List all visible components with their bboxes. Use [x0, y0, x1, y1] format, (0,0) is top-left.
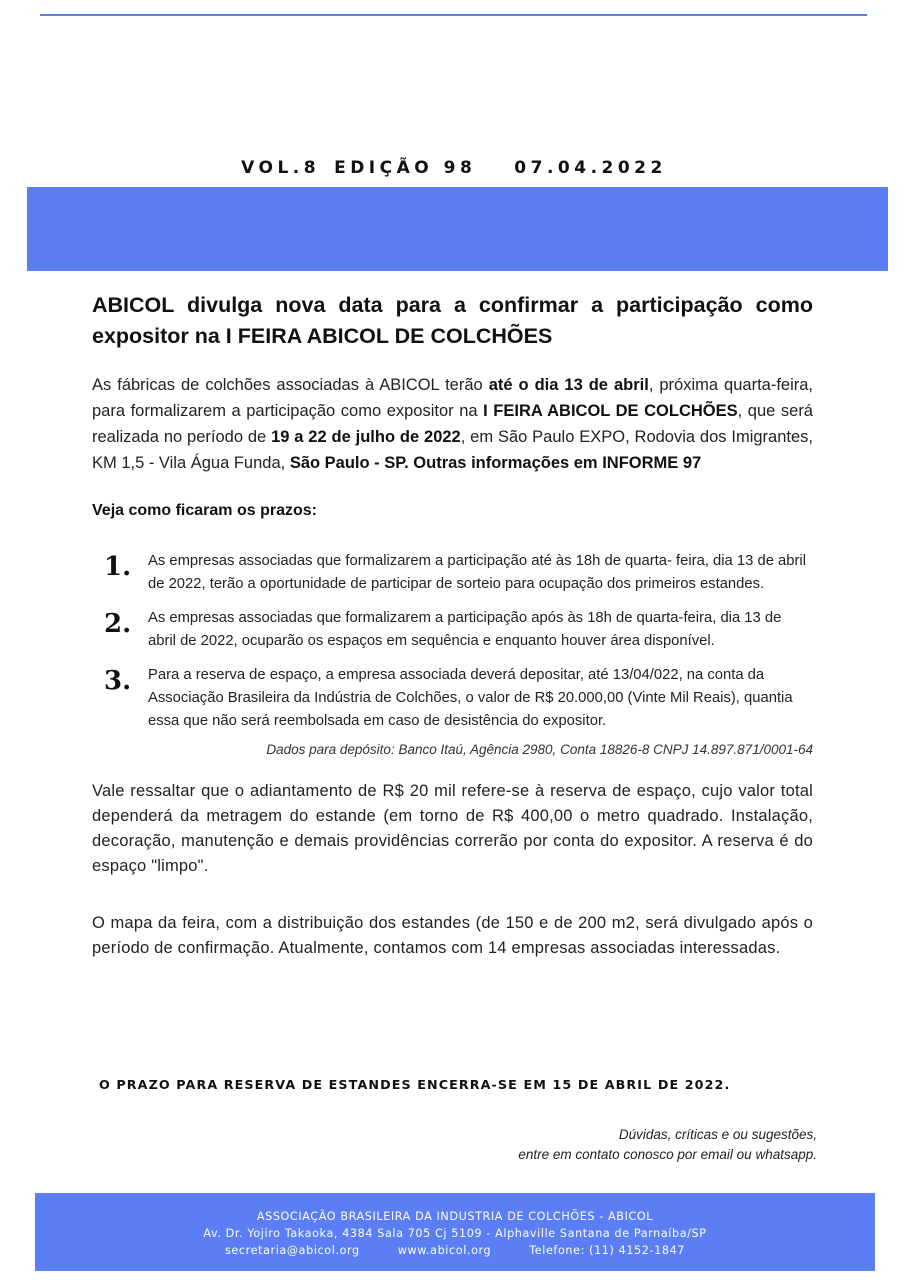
deadlines-subheading: Veja como ficaram os prazos:	[92, 502, 317, 519]
edition-line	[0, 158, 908, 178]
article-body	[92, 290, 813, 961]
deadline-notice: O PRAZO PARA RESERVA DE ESTANDES ENCERRA-SE EM 15 DE ABRIL DE 2022.	[99, 1077, 731, 1092]
footer-website-link[interactable]: www.abicol.org	[397, 1244, 492, 1257]
step-number: 1.	[104, 552, 132, 582]
intro-bold-location: São Paulo - SP. Outras informações em INFORME 97	[289, 454, 702, 472]
footer-contacts	[35, 1242, 875, 1259]
intro-bold-dates: 19 a 22 de julho de 2022	[271, 428, 461, 446]
reservation-paragraph: Vale ressaltar que o adiantamento de R$ 20 mil refere-se à reserva de espaço, cujo valor total dependerá da metragem do estande (em torno de R$ 400,00 o metro quadrado. Instalação, decoração, manutenção e demais providências correrão por conta do expositor. A reserva é do espaço "limpo".	[92, 782, 813, 875]
deposit-info: Dados para depósito: Banco Itaú, Agência 2980, Conta 18826-8 CNPJ 14.897.871/0001-64	[266, 742, 813, 757]
issue-date: 07.04.2022	[514, 158, 667, 178]
intro-text-2: , próxima quarta-feira, para formalizarem a participação como expositor na	[92, 376, 814, 420]
intro-text-1: As fábricas de colchões associadas à ABICOL terão	[92, 376, 489, 394]
deadline-steps	[92, 550, 813, 733]
header-banner	[27, 187, 888, 271]
intro-text-3: , que será realizada no período de	[92, 402, 813, 446]
intro-bold-deadline: até o dia 13 de abril	[488, 376, 649, 394]
intro-bold-event: I FEIRA ABICOL DE COLCHÕES	[483, 402, 738, 420]
step-number: 3.	[104, 666, 132, 696]
footer-phone: Telefone: (11) 4152-1847	[529, 1244, 686, 1257]
footer-org-name: ASSOCIAÇÃO BRASILEIRA DA INDUSTRIA DE COLCHÕES - ABICOL	[256, 1210, 654, 1223]
intro-text-4: , em São Paulo EXPO, Rodovia dos Imigrantes, KM 1,5 - Vila Água Funda,	[92, 428, 814, 472]
footer-banner	[35, 1193, 875, 1271]
step-item	[92, 550, 813, 596]
contact-note	[518, 1125, 817, 1165]
step-number: 2.	[104, 609, 132, 639]
map-paragraph: O mapa da feira, com a distribuição dos estandes (de 150 e de 200 m2, será divulgado após o período de confirmação. Atualmente, contamos com 14 empresas associadas interessadas.	[92, 914, 813, 957]
step-text: Para a reserva de espaço, a empresa associada deverá depositar, até 13/04/022, na conta da Associação Brasileira da Indústria de Colchões, o valor de R$ 20.000,00 (Vinte Mil Reais), quantia essa que não será reembolsada em caso de desistência do expositor.	[148, 667, 793, 729]
volume-label: VOL.8	[241, 158, 321, 178]
step-item	[92, 664, 813, 733]
footer-email-link[interactable]: secretaria@abicol.org	[224, 1244, 360, 1257]
contact-line-1: Dúvidas, críticas e ou sugestões,	[618, 1127, 817, 1142]
contact-line-2: entre em contato conosco por email ou whatsapp.	[518, 1147, 817, 1162]
footer-address: Av. Dr. Yojiro Takaoka, 4384 Sala 705 Cj 5109 - Alphaville Santana de Parnaíba/SP	[203, 1227, 707, 1240]
step-text: As empresas associadas que formalizarem a participação após às 18h de quarta-feira, dia 13 de abril de 2022, ocuparão os espaços em sequência e enquanto houver área disponível.	[148, 610, 782, 649]
edition-label: EDIÇÃO 98	[334, 158, 477, 178]
intro-paragraph	[92, 372, 813, 476]
step-item	[92, 607, 813, 653]
article-headline: ABICOL divulga nova data para a confirmar a participação como expositor na I FEIRA ABICOL DE COLCHÕES	[92, 293, 813, 348]
step-text: As empresas associadas que formalizarem a participação até às 18h de quarta- feira, dia 13 de abril de 2022, terão a oportunidade de participar de sorteio para ocupação dos primeiros estandes.	[148, 553, 806, 592]
top-divider	[40, 14, 867, 16]
